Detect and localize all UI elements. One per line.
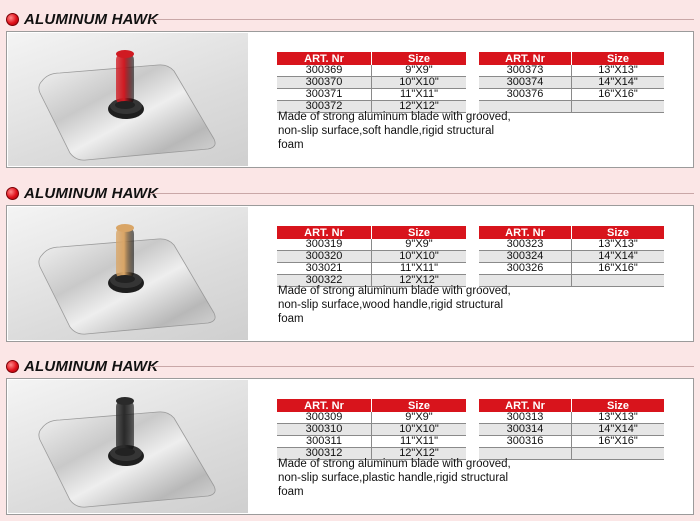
table-row — [479, 424, 664, 436]
header-size: Size — [572, 399, 665, 412]
header-art-nr: ART. Nr — [479, 226, 572, 239]
header-size: Size — [372, 226, 467, 239]
description-line: non-slip surface,wood handle,rigid structural — [278, 299, 504, 311]
description-line: non-slip surface,plastic handle,rigid structural — [278, 472, 509, 484]
table-row — [479, 239, 664, 251]
header-size: Size — [372, 399, 467, 412]
header-size: Size — [572, 226, 665, 239]
size-cell: 16"X16" — [572, 263, 665, 275]
art-nr-cell: 300369 — [277, 65, 372, 77]
size-cell: 13"X13" — [572, 65, 665, 77]
description-line: Made of strong aluminum blade with grooved, — [278, 458, 511, 470]
art-nr-cell: 300310 — [277, 424, 372, 436]
handle-icon — [116, 227, 134, 279]
red-bullet-icon — [6, 13, 19, 26]
description-line: foam — [278, 139, 304, 151]
product-panel — [6, 205, 694, 342]
section-title — [6, 182, 158, 204]
hawk-image — [8, 33, 248, 166]
section-title — [6, 355, 158, 377]
size-cell: 9"X9" — [372, 239, 467, 251]
size-cell: 11"X11" — [372, 263, 467, 275]
description-line: foam — [278, 486, 304, 498]
size-cell: 16"X16" — [572, 436, 665, 448]
table-row — [479, 77, 664, 89]
table-row — [277, 412, 466, 424]
art-nr-cell: 300324 — [479, 251, 572, 263]
art-nr-cell: 300376 — [479, 89, 572, 101]
product-description — [278, 284, 568, 326]
size-cell: 13"X13" — [572, 239, 665, 251]
size-cell: 14"X14" — [572, 424, 665, 436]
description-line: non-slip surface,soft handle,rigid structural — [278, 125, 495, 137]
spec-table-left — [277, 52, 466, 113]
art-nr-cell: 300319 — [277, 239, 372, 251]
hawk-image — [8, 207, 248, 340]
table-row — [479, 436, 664, 448]
product-panel — [6, 378, 694, 515]
red-bullet-icon — [6, 187, 19, 200]
section-title-text: ALUMINUM HAWK — [24, 357, 159, 375]
header-art-nr: ART. Nr — [277, 226, 372, 239]
art-nr-cell: 300316 — [479, 436, 572, 448]
art-nr-cell: 300309 — [277, 412, 372, 424]
art-nr-cell: 300313 — [479, 412, 572, 424]
table-row — [479, 412, 664, 424]
handle-icon — [116, 53, 134, 105]
section-title-text: ALUMINUM HAWK — [24, 184, 159, 202]
product-description — [278, 457, 568, 499]
header-art-nr: ART. Nr — [277, 399, 372, 412]
spec-table-right — [479, 52, 664, 113]
header-size: Size — [372, 52, 467, 65]
product-photo — [8, 207, 248, 340]
product-photo — [8, 380, 248, 513]
art-nr-cell: 300372 — [277, 101, 372, 113]
art-nr-cell: 300370 — [277, 77, 372, 89]
table-row — [277, 251, 466, 263]
hawk-image — [8, 380, 248, 513]
art-nr-cell: 300323 — [479, 239, 572, 251]
table-row — [479, 263, 664, 275]
red-bullet-icon — [6, 360, 19, 373]
size-cell: 12"X12" — [372, 101, 467, 113]
art-nr-cell: 300311 — [277, 436, 372, 448]
size-cell — [572, 275, 665, 287]
size-cell: 16"X16" — [572, 89, 665, 101]
handle-icon — [116, 400, 134, 452]
size-cell: 9"X9" — [372, 65, 467, 77]
spec-table-left — [277, 226, 466, 287]
size-cell: 10"X10" — [372, 251, 467, 263]
header-art-nr: ART. Nr — [277, 52, 372, 65]
title-divider — [150, 366, 694, 367]
section-title-text: ALUMINUM HAWK — [24, 10, 159, 28]
size-cell: 12"X12" — [372, 275, 467, 287]
description-line: foam — [278, 313, 304, 325]
product-photo — [8, 33, 248, 166]
spec-table-left — [277, 399, 466, 460]
section-title — [6, 8, 158, 30]
art-nr-cell: 300314 — [479, 424, 572, 436]
art-nr-cell: 300322 — [277, 275, 372, 287]
header-art-nr: ART. Nr — [479, 52, 572, 65]
product-panel — [6, 31, 694, 168]
table-row — [277, 436, 466, 448]
art-nr-cell: 300320 — [277, 251, 372, 263]
title-divider — [150, 19, 694, 20]
header-art-nr: ART. Nr — [479, 399, 572, 412]
spec-table-right — [479, 226, 664, 287]
table-row — [479, 251, 664, 263]
table-row — [277, 65, 466, 77]
size-cell: 11"X11" — [372, 436, 467, 448]
table-row — [277, 89, 466, 101]
description-line: Made of strong aluminum blade with grooved, — [278, 111, 511, 123]
size-cell — [572, 101, 665, 113]
product-description — [278, 110, 568, 152]
spec-table-right — [479, 399, 664, 460]
size-cell: 10"X10" — [372, 77, 467, 89]
size-cell: 12"X12" — [372, 448, 467, 460]
size-cell — [572, 448, 665, 460]
art-nr-cell: 300374 — [479, 77, 572, 89]
size-cell: 10"X10" — [372, 424, 467, 436]
table-row — [277, 77, 466, 89]
table-row — [479, 89, 664, 101]
size-cell: 14"X14" — [572, 251, 665, 263]
header-size: Size — [572, 52, 665, 65]
art-nr-cell: 300326 — [479, 263, 572, 275]
art-nr-cell: 300371 — [277, 89, 372, 101]
size-cell: 11"X11" — [372, 89, 467, 101]
art-nr-cell: 300373 — [479, 65, 572, 77]
table-row — [277, 239, 466, 251]
size-cell: 13"X13" — [572, 412, 665, 424]
description-line: Made of strong aluminum blade with grooved, — [278, 285, 511, 297]
table-row — [277, 424, 466, 436]
art-nr-cell: 300312 — [277, 448, 372, 460]
table-row — [479, 65, 664, 77]
size-cell: 9"X9" — [372, 412, 467, 424]
art-nr-cell: 303021 — [277, 263, 372, 275]
title-divider — [150, 193, 694, 194]
size-cell: 14"X14" — [572, 77, 665, 89]
table-row — [277, 263, 466, 275]
